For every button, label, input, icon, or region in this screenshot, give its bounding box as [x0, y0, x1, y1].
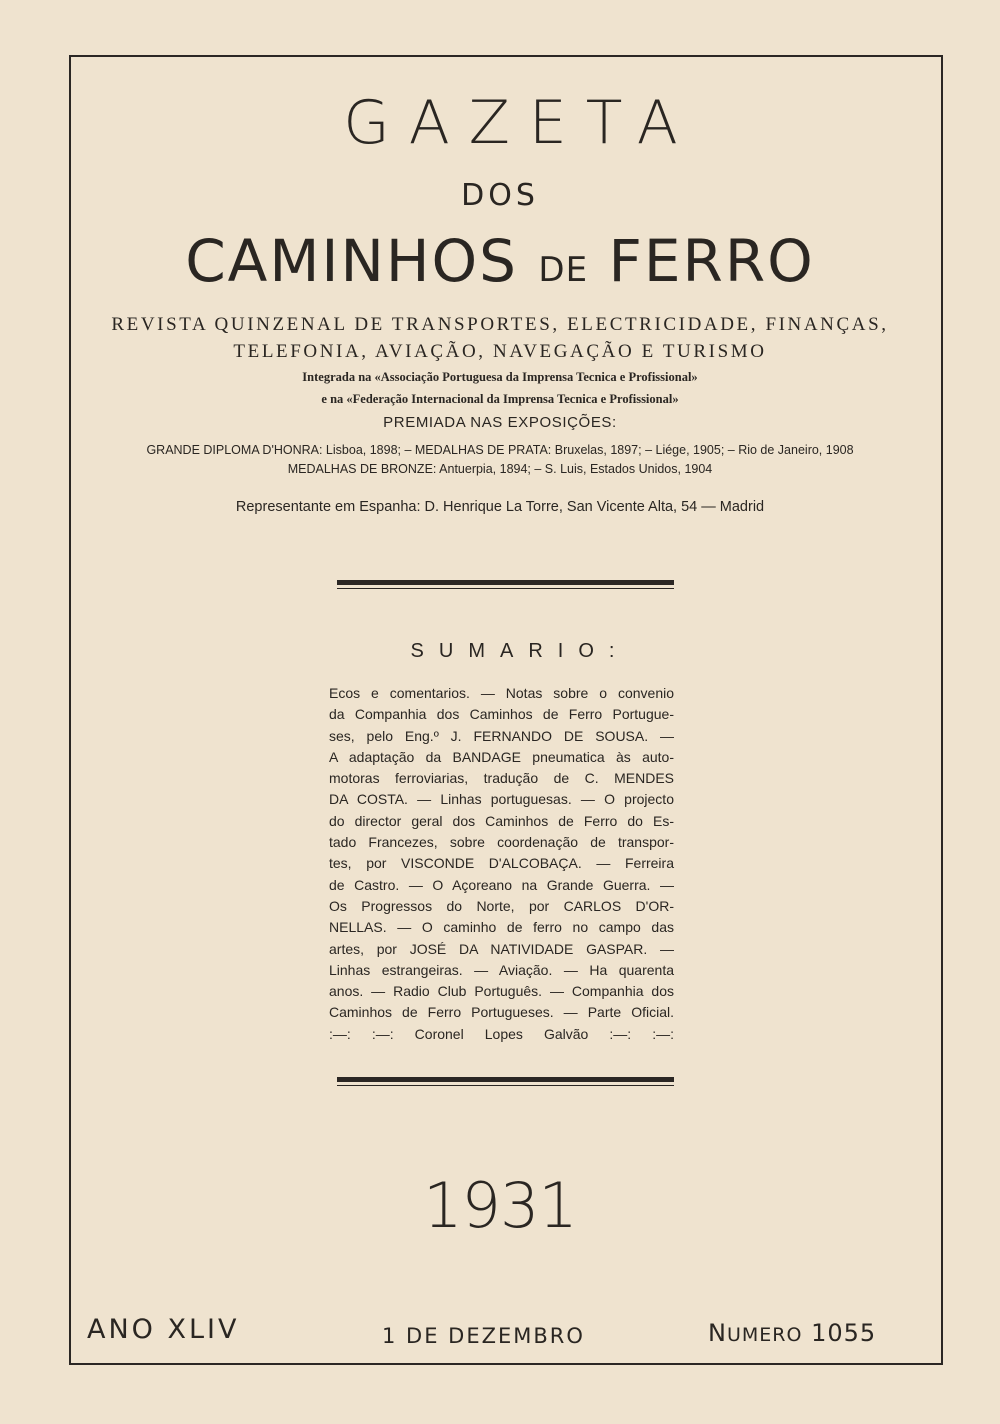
footer-year-label: ANO XLIV: [87, 1314, 240, 1345]
divider-top: [337, 580, 674, 585]
summary-line: Caminhos de Ferro Portugueses. — Parte Oficial.: [329, 1004, 674, 1021]
summary-line: da Companhia dos Caminhos de Ferro Portugue-: [329, 706, 674, 723]
footer-number-value: 1055: [811, 1319, 877, 1347]
affiliation-line-2: e na «Federação Internacional da Imprensa Tecnica e Profissional»: [321, 392, 679, 406]
summary-line: A adaptação da BANDAGE pneumatica às auto-: [329, 748, 674, 765]
summary-body: [329, 683, 674, 1045]
masthead-de: DE: [538, 250, 589, 290]
awards-line-1: GRANDE DIPLOMA D'HONRA: Lisboa, 1898; – MEDALHAS DE PRATA: Bruxelas, 1897; – Liége, 1905; – Rio de Janeiro, 1908: [146, 443, 854, 457]
footer-number-rest: UMERO: [726, 1324, 803, 1346]
subtitle-line-2: TELEFONIA, AVIAÇÃO, NAVEGAÇÃO E TURISMO: [233, 341, 767, 362]
divider-bottom: [337, 1077, 674, 1082]
summary-line: de Castro. — O Açoreano na Grande Guerra. —: [329, 876, 674, 893]
summary-line: DA COSTA. — Linhas portuguesas. — O projecto: [329, 791, 674, 808]
summary-line: anos. — Radio Club Português. — Companhia dos: [329, 983, 674, 1000]
summary-line: do director geral dos Caminhos de Ferro do Es-: [329, 812, 674, 829]
summary-line: :—: :—: Coronel Lopes Galvão :—: :—:: [329, 1025, 674, 1042]
summary-line: Ecos e comentarios. — Notas sobre o convenio: [329, 685, 674, 701]
representative-line: Representante em Espanha: D. Henrique La Torre, San Vicente Alta, 54 — Madrid: [235, 499, 765, 515]
masthead-title-gazeta: GAZETA: [343, 88, 697, 158]
awards-line-2: MEDALHAS DE BRONZE: Antuerpia, 1894; – S. Luis, Estados Unidos, 1904: [287, 462, 713, 476]
summary-heading: SUMARIO:: [410, 640, 630, 662]
masthead-ferro: FERRO: [608, 227, 815, 295]
footer-number-initial: N: [708, 1319, 727, 1347]
summary-line: motoras ferroviarias, tradução de C. MENDES: [329, 770, 674, 787]
subtitle-line-1: REVISTA QUINZENAL DE TRANSPORTES, ELECTRICIDADE, FINANÇAS,: [111, 314, 889, 335]
footer-date: 1 DE DEZEMBRO: [382, 1324, 585, 1348]
summary-line: NELLAS. — O caminho de ferro no campo das: [329, 919, 674, 936]
summary-line: Linhas estrangeiras. — Aviação. — Ha quarenta: [329, 961, 674, 978]
summary-line: Os Progressos do Norte, por CARLOS D'OR-: [329, 897, 674, 914]
summary-line: tado Francezes, sobre coordenação de transpor-: [329, 834, 674, 851]
issue-year: 1931: [423, 1169, 577, 1242]
awards-heading: PREMIADA NAS EXPOSIÇÕES:: [383, 414, 617, 431]
summary-line: ses, pelo Eng.º J. FERNANDO DE SOUSA. —: [329, 727, 674, 744]
masthead-title-caminhos-de-ferro: [0, 226, 1000, 305]
masthead-caminhos: CAMINHOS: [185, 227, 518, 295]
footer-issue-number: [708, 1315, 876, 1353]
summary-line: tes, por VISCONDE D'ALCOBAÇA. — Ferreira: [329, 855, 674, 872]
masthead-title-dos: DOS: [461, 178, 539, 213]
summary-line: artes, por JOSÉ DA NATIVIDADE GASPAR. —: [329, 940, 674, 957]
affiliation-line-1: Integrada na «Associação Portuguesa da Imprensa Tecnica e Profissional»: [302, 370, 698, 384]
